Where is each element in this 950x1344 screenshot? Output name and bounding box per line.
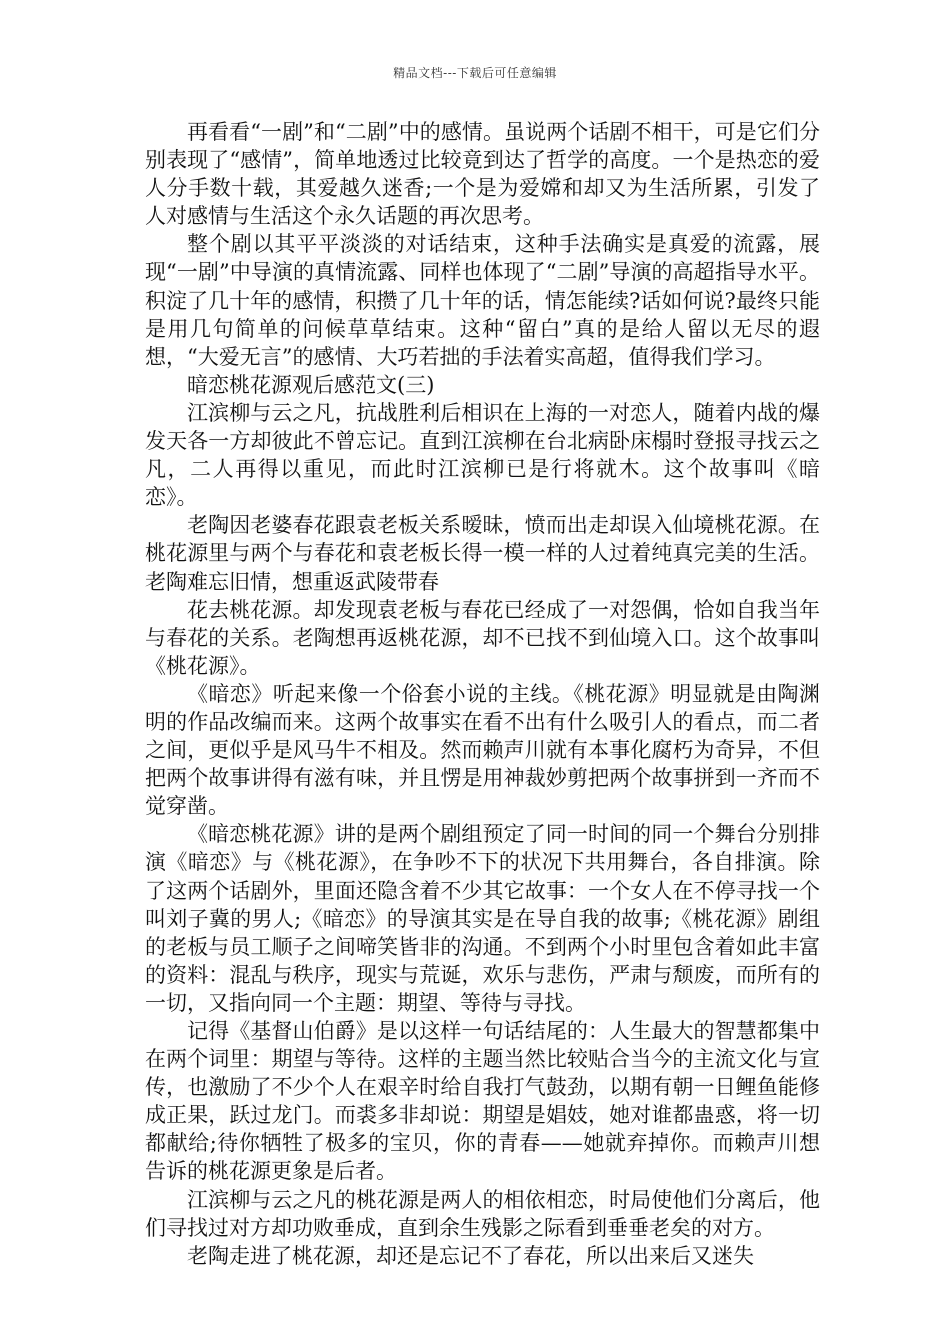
document-body bbox=[145, 118, 820, 1270]
paragraph-8: 记得《基督山伯爵》是以这样一句话结尾的：人生最大的智慧都集中在两个词里：期望与等待。这样的主题当然比较贴合当今的主流文化与宣传，也激励了不少个人在艰辛时给自我打气鼓劲，以期有朝一日鲤鱼能修成正果，跃过龙门。而裘多非却说：期望是娼妓，她对谁都蛊惑，将一切都献给;待你牺牲了极多的宝贝，你的青春——她就弃掉你。而赖声川想告诉的桃花源更象是后者。 bbox=[145, 1019, 820, 1184]
paragraph-10: 老陶走进了桃花源，却还是忘记不了春花，所以出来后又迷失 bbox=[187, 1243, 754, 1268]
paragraph-1: 再看看“一剧”和“二剧”中的感情。虽说两个话剧不相干，可是它们分别表现了“感情”，简单地透过比较竟到达了哲学的高度。一个是热恋的爱人分手数十载，其爱越久迷香;一个是为爱嫦和却又为生活所累，引发了人对感情与生活这个永久话题的再次思考。 bbox=[145, 120, 820, 229]
paragraph-3: 江滨柳与云之凡，抗战胜利后相识在上海的一对恋人，随着内战的爆发天各一方却彼此不曾忘记。直到江滨柳在台北病卧床榻时登报寻找云之凡，二人再得以重见，而此时江滨柳已是行将就木。这个故事叫《暗恋》。 bbox=[145, 400, 820, 510]
paragraph-6: 《暗恋》听起来像一个俗套小说的主线。《桃花源》明显就是由陶渊明的作品改编而来。这两个故事实在看不出有什么吸引人的看点，而二者之间，更似乎是风马牛不相及。然而赖声川就有本事化腐朽为奇异，不但把两个故事讲得有滋有味，并且愣是用神裁妙剪把两个故事拼到一齐而不觉穿凿。 bbox=[145, 681, 820, 819]
paragraph-5: 花去桃花源。却发现袁老板与春花已经成了一对怨偶，恰如自我当年与春花的关系。老陶想再返桃花源，却不已找不到仙境入口。这个故事叫《桃花源》。 bbox=[145, 597, 820, 678]
paragraph-4: 老陶因老婆春花跟袁老板关系暧昧，愤而出走却误入仙境桃花源。在桃花源里与两个与春花和袁老板长得一模一样的人过着纯真完美的生活。老陶难忘旧情，想重返武陵带春 bbox=[145, 513, 820, 594]
paragraph-7: 《暗恋桃花源》讲的是两个剧组预定了同一时间的同一个舞台分别排演《暗恋》与《桃花源》，在争吵不下的状况下共用舞台，各自排演。除了这两个话剧外，里面还隐含着不少其它故事：一个女人在不停寻找一个叫刘子冀的男人;《暗恋》的导演其实是在导自我的故事;《桃花源》剧组的老板与员工顺子之间啼笑皆非的沟通。不到两个小时里包含着如此丰富的资料：混乱与秩序，现实与荒诞，欢乐与悲伤，严肃与颓废，而所有的一切，又指向同一个主题：期望、等待与寻找。 bbox=[145, 822, 820, 1015]
paragraph-9: 江滨柳与云之凡的桃花源是两人的相依相恋，时局使他们分离后，他们寻找过对方却功败垂成，直到余生残影之际看到垂垂老矣的对方。 bbox=[145, 1187, 820, 1240]
section-title: 暗恋桃花源观后感范文(三) bbox=[187, 372, 435, 397]
page-header: 精品文档---下载后可任意编辑 bbox=[393, 66, 557, 80]
paragraph-2: 整个剧以其平平淡淡的对话结束，这种手法确实是真爱的流露，展现“一剧”中导演的真情流露、同样也体现了“二剧”导演的高超指导水平。积淀了几十年的感情，积攒了几十年的话，情怎能续?话如何说?最终只能是用几句简单的问候草草结束。这种“留白”真的是给人留以无尽的遐想，“大爱无言”的感情、大巧若拙的手法着实高超，值得我们学习。 bbox=[145, 232, 820, 369]
